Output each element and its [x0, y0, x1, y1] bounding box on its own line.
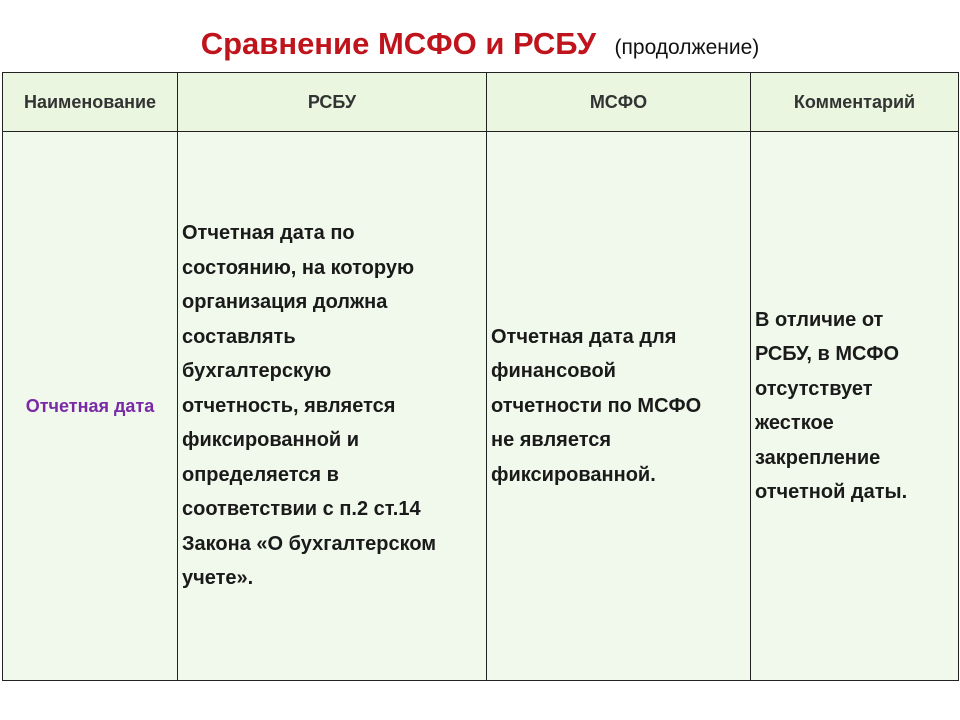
header-comment: Комментарий: [751, 73, 959, 132]
rsbu-line: определяется в: [182, 463, 339, 486]
slide-title: [0, 26, 960, 62]
rsbu-line: составлять: [182, 325, 296, 348]
rsbu-line: учете».: [182, 567, 254, 590]
cell-comment: [751, 132, 959, 681]
cell-name: Отчетная дата: [3, 132, 178, 681]
comment-line: РСБУ, в МСФО: [755, 343, 900, 365]
header-rsbu: РСБУ: [178, 73, 487, 132]
header-name: Наименование: [3, 73, 178, 132]
rsbu-line: Отчетная дата по: [182, 222, 355, 245]
rsbu-line: бухгалтерскую: [182, 360, 332, 383]
rsbu-line: фиксированной и: [182, 429, 360, 452]
rsbu-line: соответствии с п.2 ст.14: [182, 498, 421, 521]
comment-line: закрепление: [755, 446, 881, 469]
title-subtitle: (продолжение): [614, 36, 760, 59]
comment-line: отсутствует: [755, 377, 873, 400]
rsbu-line: организация должна: [182, 291, 388, 314]
title-main: Сравнение МСФО и РСБУ: [200, 26, 597, 61]
header-msfo: МСФО: [487, 73, 751, 132]
msfo-line: отчетности по МСФО: [491, 394, 702, 417]
table-row: [3, 132, 959, 681]
rsbu-line: Закона «О бухгалтерском: [182, 532, 437, 555]
msfo-line: фиксированной.: [491, 463, 656, 486]
table-header-row: [3, 73, 959, 132]
cell-rsbu: [178, 132, 487, 681]
comment-line: отчетной даты.: [755, 481, 908, 503]
msfo-line: финансовой: [491, 360, 616, 383]
rsbu-line: состоянию, на которую: [182, 256, 415, 279]
comparison-table: [2, 72, 959, 681]
rsbu-line: отчетность, является: [182, 394, 396, 417]
cell-msfo: [487, 132, 751, 681]
comment-line: жесткое: [755, 412, 834, 434]
msfo-line: Отчетная дата для: [491, 325, 677, 348]
comment-line: В отличие от: [755, 308, 884, 331]
msfo-line: не является: [491, 429, 612, 452]
